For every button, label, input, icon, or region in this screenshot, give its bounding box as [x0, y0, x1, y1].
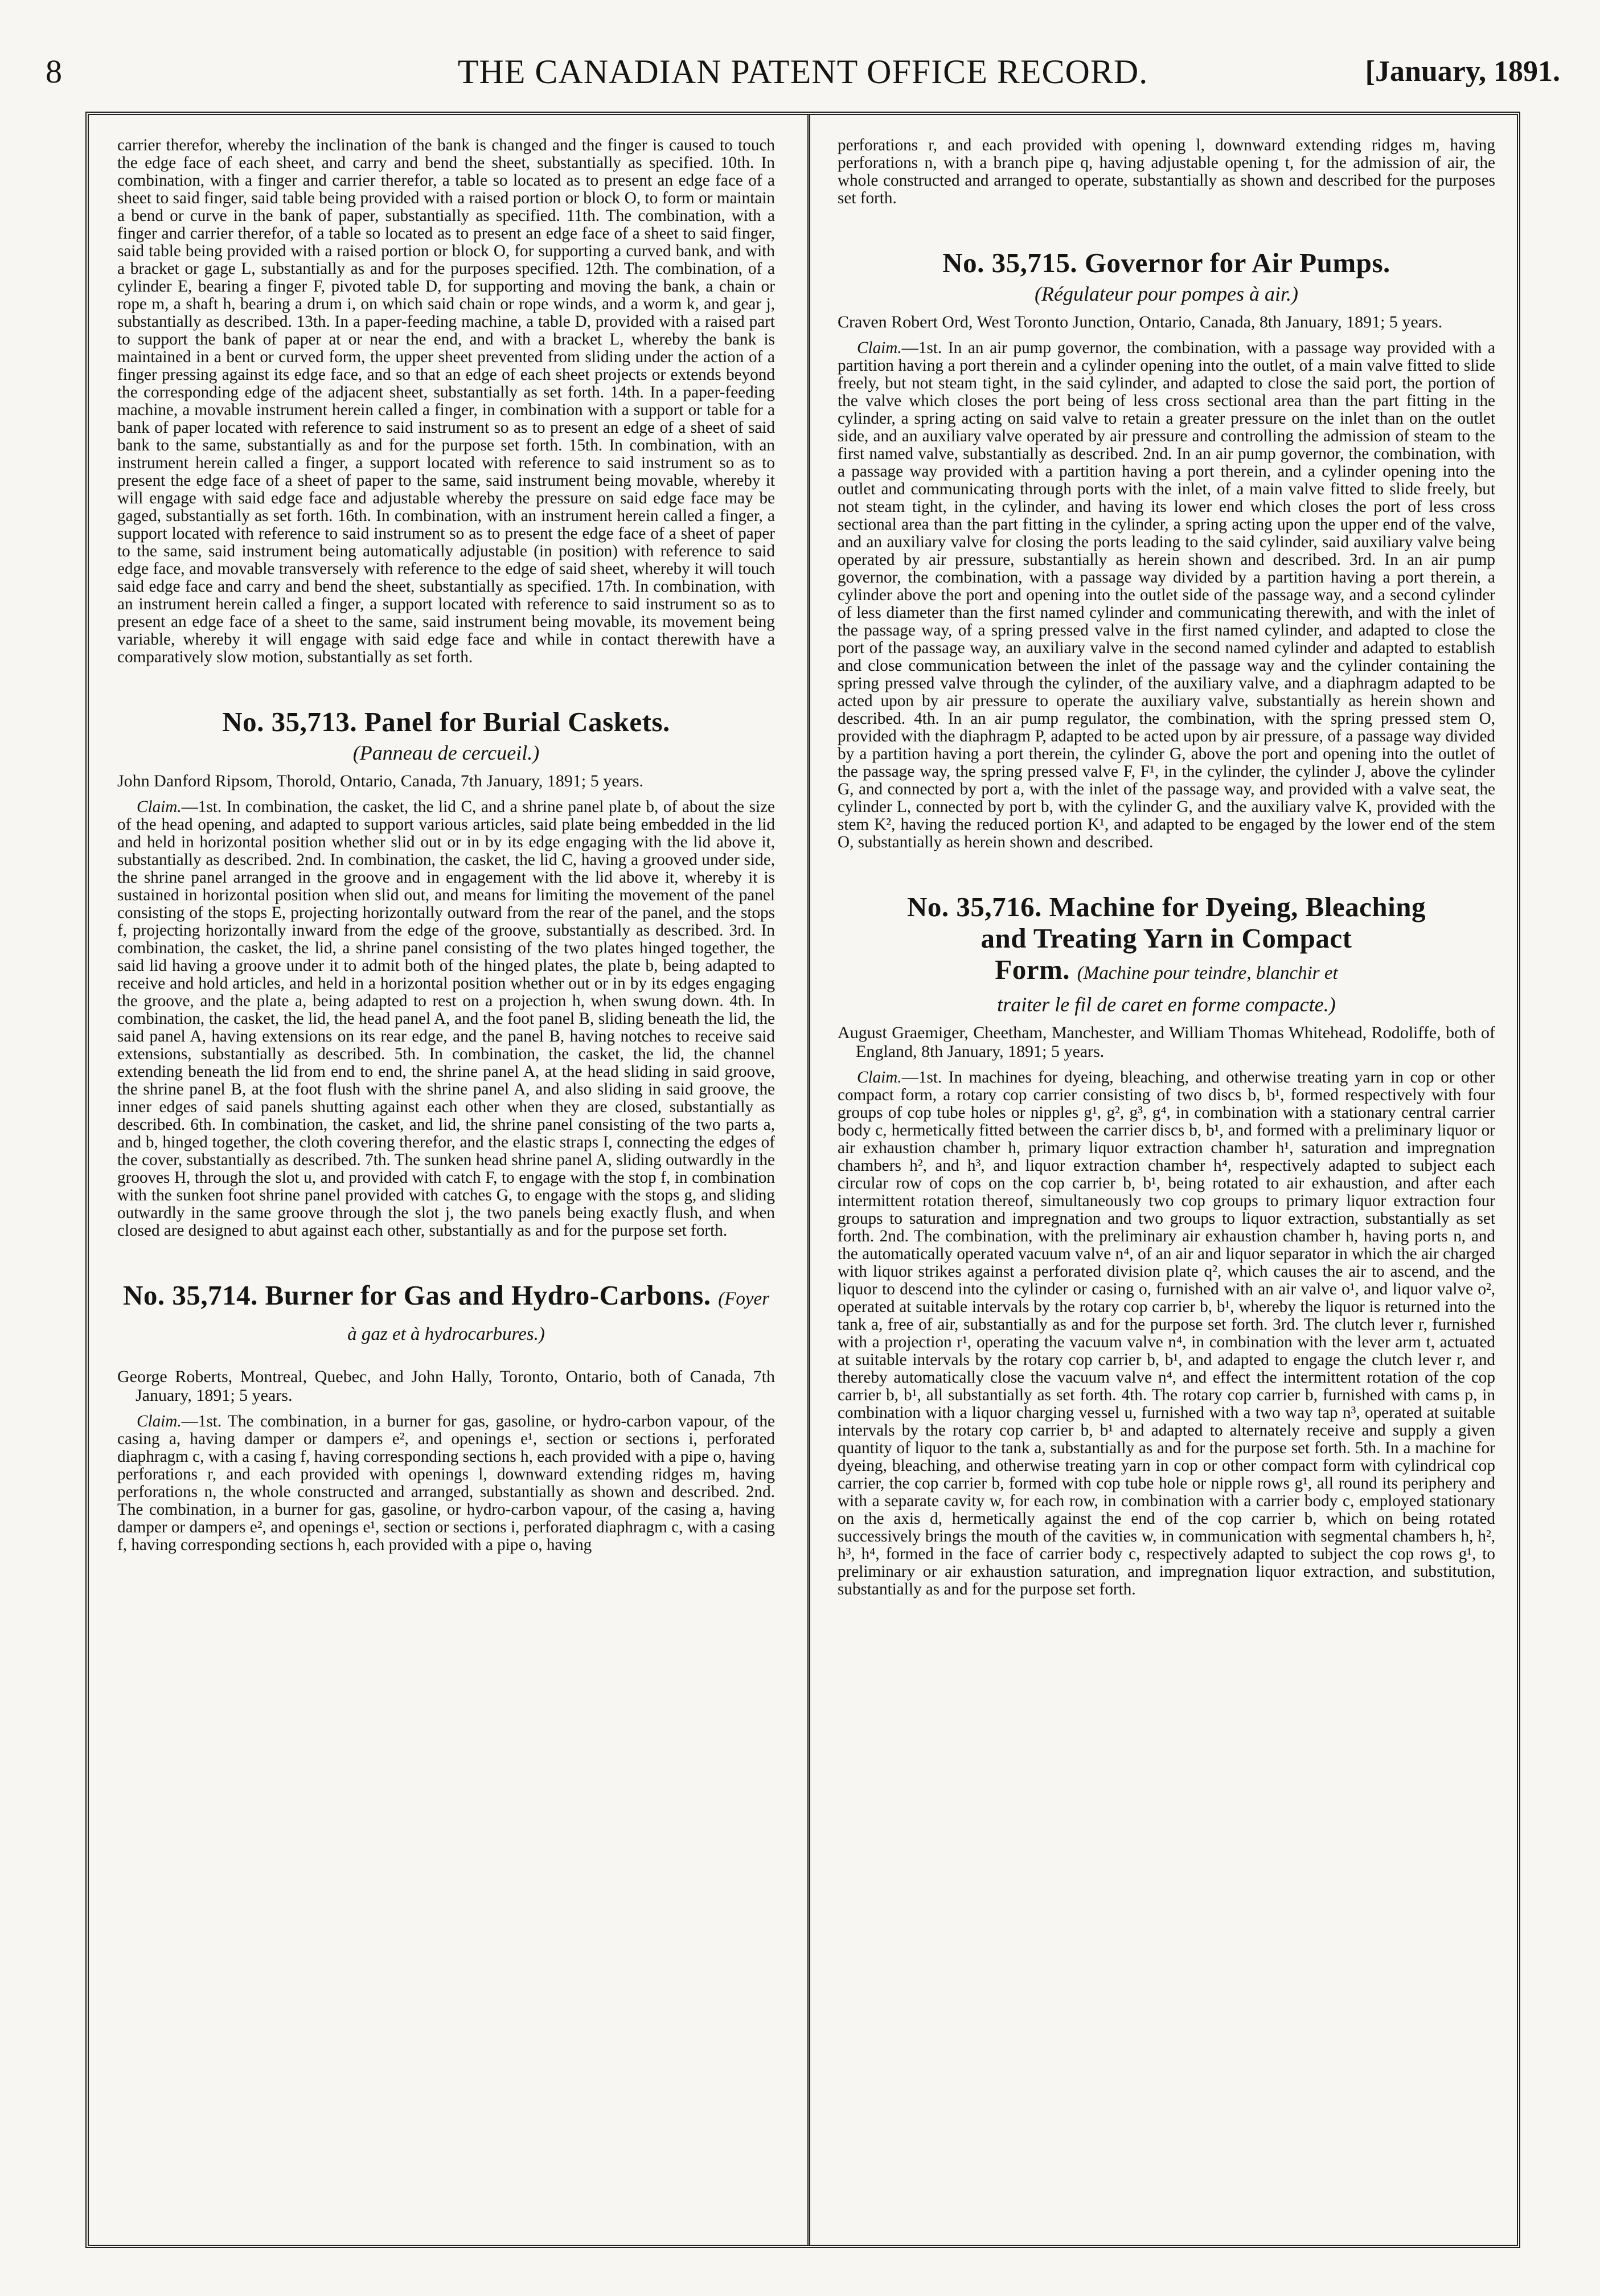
french-title: (Régulateur pour pompes à air.)	[1035, 282, 1298, 305]
patent-entry-35716	[838, 891, 1495, 1598]
entry-heading: No. 35,715. Governor for Air Pumps.	[942, 247, 1390, 278]
journal-title: THE CANADIAN PATENT OFFICE RECORD.	[457, 53, 1148, 91]
column-divider	[807, 115, 810, 2245]
claims-text: —1st. The combination, in a burner for gas, gasoline, or hydro-carbon vapour, of the casing a, having damper or dampers e², and openings e¹, section or sections i, perforated diaphragm c, with a casing f, having corresponding sections h, each provided with a pipe o, having perforations r, and each provided with openings l, downward extending ridges m, having perforations n, the whole constructed and arranged, substantially as shown and described. 2nd. The combination, in a burner for gas, gasoline, or hydro-carbon vapour, of the casing a, having damper or dampers e², and openings e¹, section or sections i, perforated diaphragm c, with a casing f, having corresponding sections h, each provided with a pipe o, having	[117, 1412, 775, 1554]
entry-heading-line: No. 35,716. Machine for Dyeing, Bleaching	[906, 891, 1426, 922]
french-title: (Panneau de cercueil.)	[352, 741, 540, 764]
page-frame	[85, 112, 1520, 2248]
entry-heading	[117, 1280, 775, 1350]
patent-entry-35713	[117, 706, 775, 1240]
entry-heading-line: and Treating Yarn in Compact	[980, 922, 1352, 954]
claims-text: —1st. In machines for dyeing, bleaching, and otherwise treating yarn in cop or other compact form, a rotary cop carrier consisting of two discs b, b¹, formed respectively with four groups of cop tube holes or nipples g¹, g², g³, g⁴, in combination with a stationary central carrier body c, hermetically fitted between the carrier discs b, b¹, and formed with a preliminary liquor or air exhaustion chamber h, primary liquor extraction chamber h¹, saturation and impregnation chambers h², and h³, and liquor extraction chamber h⁴, respectively adapted to subject each circular row of cops on the cop carrier b, b¹, being rotated to air exhaustion, and after each intermittent rotation thereof, simultaneously two cop groups to primary liquor extraction four groups to saturation and impregnation and two groups to liquor extraction, substantially as set forth. 2nd. The combination, with the preliminary air exhaustion chamber h, having ports n, and the automatically operated vacuum valve n⁴, of an air and liquor separator in which the air charged with liquor strikes against a perforated division plate q², which causes the air to ascend, and the liquor to descend into the cylinder or casing o, furnished with an air valve o¹, and liquor valve o², operated at suitable intervals by the rotary cop carrier b, b¹, whereby the liquor is returned into the tank a, free of air, substantially as and for the purpose set forth. 3rd. The clutch lever r, furnished with a projection r¹, operating the vacuum valve n⁴, in combination with the lever arm t, actuated at suitable intervals by the rotary cop carrier b, b¹, and adapted to engage the clutch lever r, and thereby automatically close the vacuum valve n⁴, and effect the intermittent rotation of the cop carrier b, b¹, all substantially as set forth. 4th. The rotary cop carrier b, furnished with cams p, in combination with a liquor charging vessel u, furnished with a two way tap n³, operated at suitable intervals by the rotary cop carrier b, b¹ and adapted to alternately receive and supply a given quantity of liquor to the tank a, substantially as and for the purpose set forth. 5th. In a machine for dyeing, bleaching, and otherwise treating yarn in cop or other compact form with cylindrical cop carrier, the cop carrier b, formed with cop tube hole or nipple rows g¹, all round its periphery and with a separate cavity w, for each row, in combination with a carrier body c, employed stationary on the axis d, hermetically against the end of the cop carrier b, which on being rotated successively brings the mouth of the cavities w, in communication with segmental chambers h, h², h³, h⁴, formed in the face of carrier body c, respectively adapted to subject the cop rows g¹, to preliminary or air exhaustion saturation, and impregnation liquor extraction, and substitution, substantially as and for the purpose set forth.	[838, 1068, 1495, 1598]
inventor-line: John Danford Ripsom, Thorold, Ontario, Canada, 7th January, 1891; 5 years.	[117, 772, 644, 790]
patent-entry-35714	[117, 1280, 775, 1554]
claims-paragraph	[117, 1413, 775, 1554]
french-title: (Foyer à gaz et à hydrocarbures.)	[347, 1289, 770, 1344]
issue-date: [January, 1891.	[1365, 55, 1560, 88]
left-column	[117, 137, 775, 2228]
claim-label: Claim.	[137, 1412, 182, 1430]
page-header	[46, 49, 1560, 95]
claims-text: —1st. In an air pump governor, the combination, with a passage way provided with a partition having a port therein and a cylinder opening into the outlet, of a main valve fitted to slide freely, but not steam tight, in the said cylinder, and adapted to close the said port, the portion of the valve which closes the port being of less cross sectional area than the part fitting in the cylinder, a spring acting on said valve to retain a greater pressure on the inlet than on the outlet side, and an auxiliary valve operated by air pressure and controlling the admission of steam to the first named valve, substantially as described. 2nd. In an air pump governor, the combination, with a passage way provided with a partition having a port therein, and a cylinder opening into the outlet and communicating through ports with the inlet, of a main valve fitted to slide freely, but not steam tight, in the cylinder, and having its lower end which closes the port of less cross sectional area than the part fitting in the cylinder, a spring acting upon the upper end of the valve, and an auxiliary valve for closing the ports leading to the said cylinder, said auxiliary valve being operated by air pressure, substantially as herein shown and described. 3rd. In an air pump governor, the combination, with a passage way divided by a partition having a port therein, a cylinder above the port and opening into the outlet side of the passage way, and a second cylinder of less diameter than the first named cylinder and communicating therewith, and with the inlet of the passage way, of a spring pressed valve in the first named cylinder, and adapted to close the port of the passage way, an auxiliary valve in the second named cylinder and adapted to establish and close communication between the inlet of the passage way and the cylinder containing the spring pressed valve through the cylinder, of the auxiliary valve, and a diaphragm adapted to be acted upon by air pressure to operate the auxiliary valve, substantially as herein shown and described. 4th. In an air pump regulator, the combination, with the spring pressed stem O, provided with the diaphragm P, adapted to be acted upon by air pressure, of a passage way divided by a partition having a port therein, the cylinder G, above the port and opening into the outlet of the passage way, the spring pressed valve F, F¹, in the cylinder, the cylinder J, above the cylinder G, and connected by port a, with the inlet of the passage way, and provided with a valve seat, the cylinder L, connected by port b, with the cylinder G, and the auxiliary valve K, provided with the stem K², having the reduced portion K¹, and adapted to be engaged by the lower end of the stem O, substantially as herein shown and described.	[838, 339, 1495, 851]
continued-claims-text: carrier therefor, whereby the inclination of the bank is changed and the finger is caused to touch the edge face of each sheet, and carry and bend the sheet, substantially as specified. 10th. In combination, with a finger and carrier therefor, a table so located as to present an edge face of a sheet to said finger, said table being provided with a raised portion or block O, to form or maintain a bend or curve in the bank of paper, substantially as specified. 11th. The combination, with a finger and carrier therefor, of a table so located as to present an edge face of a sheet to said finger, said table being provided with a raised portion or block O, for supporting a curved bank, and with a bracket or gage L, substantially as and for the purposes specified. 12th. The combination, of a cylinder E, bearing a finger F, pivoted table D, for supporting and moving the bank, a chain or rope m, a shaft h, bearing a drum i, on which said chain or rope winds, and a worm k, and gear j, substantially as described. 13th. In a paper-feeding machine, a table D, provided with a raised part to support the bank of paper at or near the end, and with a bracket L, whereby the bank is maintained in a bent or curved form, the upper sheet prevented from sliding under the action of a finger pressing against its edge face, and so that an edge of each sheet projects or extends beyond the corresponding edge of the adjacent sheet, substantially as set forth. 14th. In a paper-feeding machine, a movable instrument herein called a finger, in combination with a support or table for a bank of paper located with reference to said instrument so as to present an edge of a sheet of said bank to the same, substantially as and for the purpose set forth. 15th. In combination, with an instrument herein called a finger, a support located with reference to said instrument so as to present the edge face of a sheet of paper to the same, said instrument being movable, whereby it will engage with said edge face and adjustable whereby the pressure on said edge face may be gaged, substantially as set forth. 16th. In combination, with an instrument herein called a finger, a support located with reference to said instrument so as to present the edge face of a sheet of paper to the same, said instrument being automatically adjustable (in position) with reference to said edge face, and movable transversely with reference to the edge of said sheet, whereby it will touch said edge face and carry and bend the sheet, substantially as specified. 17th. In combination, with an instrument herein called a finger, a support located with reference to said instrument so as to present an edge face of a sheet to the same, said instrument being movable, its movement being variable, whereby it will engage with said edge face and while in contact therewith have a comparatively slow motion, substantially as set forth.	[117, 137, 775, 666]
inventor-line: August Graemiger, Cheetham, Manchester, and William Thomas Whitehead, Rodoliffe, both of England, 8th January, 1891; 5 years.	[838, 1023, 1495, 1061]
claim-label: Claim.	[857, 1068, 902, 1086]
entry-heading	[838, 891, 1495, 989]
patent-entry-35715	[838, 247, 1495, 851]
continued-claims-text: perforations r, and each provided with opening l, downward extending ridges m, having perforations n, with a branch pipe q, having adjustable opening t, for the admission of air, the whole constructed and arranged to operate, substantially as shown and described for the purposes set forth.	[838, 137, 1495, 207]
french-title: (Machine pour teindre, blanchir et	[1077, 963, 1338, 983]
entry-heading-line: Form.	[995, 954, 1070, 985]
claims-paragraph	[838, 339, 1495, 851]
inventor-line: Craven Robert Ord, West Toronto Junction, Ontario, Canada, 8th January, 1891; 5 years.	[838, 313, 1443, 331]
claims-paragraph	[838, 1069, 1495, 1598]
right-column	[838, 137, 1495, 2228]
claim-label: Claim.	[137, 798, 182, 816]
french-title-continued: traiter le fil de caret en forme compacte.)	[997, 993, 1336, 1016]
page-number: 8	[46, 53, 62, 90]
entry-heading: No. 35,713. Panel for Burial Caskets.	[222, 706, 670, 737]
claims-text: —1st. In combination, the casket, the lid C, and a shrine panel plate b, of about the size of the head opening, and adapted to support various articles, said plate being embedded in the lid and held in horizontal position whether slid out or in by its edge engaging with the lid above it, substantially as described. 2nd. In combination, the casket, the lid C, having a grooved under side, the shrine panel arranged in the groove and in engagement with the lid above it, whereby it is sustained in horizontal position when slid out, and means for limiting the movement of the panel consisting of the stops E, projecting horizontally outward from the rear of the panel, and the stops f, projecting horizontally inward from the edge of the groove, substantially as described. 3rd. In combination, the casket, the lid, a shrine panel consisting of the two plates hinged together, the said lid having a groove under it to admit both of the hinged plates, the plate b, being adapted to receive and hold articles, and held in a horizontal position whether out or in by its edges engaging the groove, and the plate a, being adapted to rest on a projection h, when swung down. 4th. In combination, the casket, the lid, the head panel A, and the foot panel B, sliding beneath the lid, the said panel A, having extensions on its rear edge, and the panel B, having notches to receive said extensions, substantially as described. 5th. In combination, the casket, the lid, the channel extending beneath the lid from end to end, the shrine panel A, at the head sliding in said groove, the shrine panel B, at the foot flush with the shrine panel A, and also sliding in said groove, the inner edges of said panels shutting against each other when they are closed, substantially as described. 6th. In combination, the casket, and lid, the shrine panel consisting of the two parts a, and b, hinged together, the cloth covering therefor, and the elastic straps I, connecting the edges of the cover, substantially as described. 7th. The sunken head shrine panel A, sliding outwardly in the grooves H, through the slot u, and provided with catch F, to engage with the stop f, in combination with the sunken foot shrine panel provided with catches G, to engage with the stops g, and sliding outwardly in the same groove through the slot j, the two panels being exactly flush, and when closed are designed to abut against each other, substantially as and for the purpose set forth.	[117, 798, 775, 1240]
claim-label: Claim.	[857, 339, 902, 357]
inventor-line: George Roberts, Montreal, Quebec, and John Hally, Toronto, Ontario, both of Canada, 7th January, 1891; 5 years.	[117, 1367, 775, 1405]
claims-paragraph	[117, 798, 775, 1240]
entry-heading-text: No. 35,714. Burner for Gas and Hydro-Carbons.	[122, 1280, 711, 1311]
